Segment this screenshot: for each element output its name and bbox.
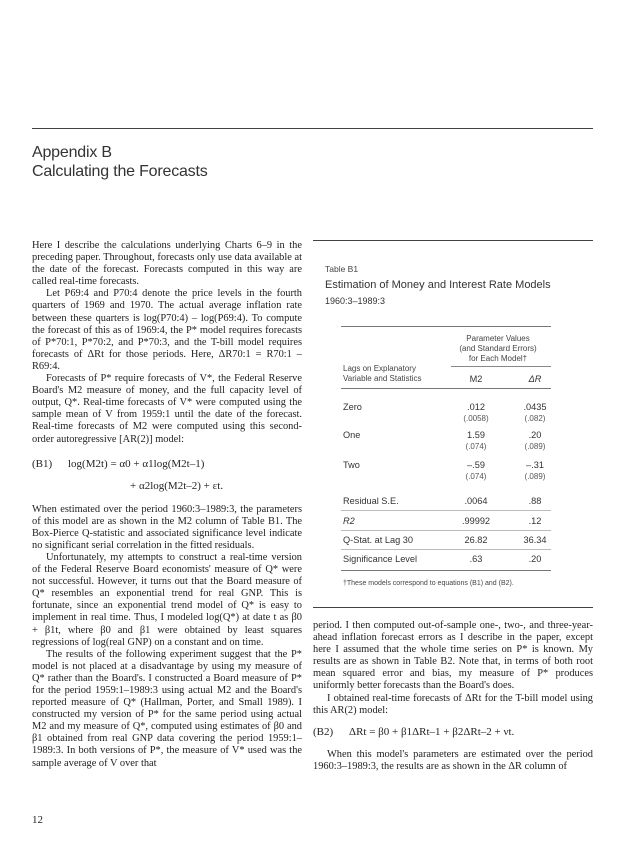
table-cell: (.089) xyxy=(524,442,546,451)
header-group: Parameter Values xyxy=(466,334,530,343)
stat-row-rule xyxy=(341,530,551,531)
right-column xyxy=(313,620,593,773)
column-header-rule xyxy=(341,388,551,389)
appendix-heading xyxy=(32,143,208,181)
table-cell: .012 xyxy=(467,402,485,412)
table-cell: .12 xyxy=(528,516,542,526)
paragraph: period. I then computed out-of-sample one-, two-, and three-year-ahead inflation forecast errors as I describe in the paper, except here I assumed that the whole time series on P* is known. My results are as shown in Table B2. Note that, in terms of both root mean squared error and bias, my measure of P* produces uniformly better forecasts than the Board's does. xyxy=(313,620,593,692)
appendix-title: Calculating the Forecasts xyxy=(32,163,208,180)
table-cell: (.089) xyxy=(524,472,546,481)
stat-row-rule xyxy=(341,510,551,511)
table-top-rule xyxy=(313,240,593,241)
stub-header: Variable and Statistics xyxy=(343,374,422,383)
table-label: Table B1 xyxy=(325,264,359,274)
row-label: Two xyxy=(343,460,360,470)
table-cell: 36.34 xyxy=(523,535,547,545)
table-bottom-rule xyxy=(341,570,551,571)
paragraph: The results of the following experiment suggest that the P* model is not placed at a disadvantage by using my measure of Q* rather than the Board's. I constructed a Board measure of P* for the period 1959:1–1989:3 using actual M2 and the Board's reported measure of Q* (Hallman, Porter, and Small 1989). I constructed my version of P* for the same period using actual M2 and my measure of Q*, computed using estimates of β0 and β1 obtained from real GNP data covering the period 1959:1–1989:3. In both versions of P*, the measure of V* used was the sample average of V over that xyxy=(32,648,302,769)
table-cell: –.59 xyxy=(467,460,485,470)
table-subtitle: 1960:3–1989:3 xyxy=(325,296,386,306)
table-cell: (.0058) xyxy=(463,414,489,423)
table-b1 xyxy=(313,240,593,610)
equation-line: ΔRt = β0 + β1ΔRt–1 + β2ΔRt–2 + νt. xyxy=(349,725,515,738)
table-cell: .20 xyxy=(528,430,542,440)
stat-label: Residual S.E. xyxy=(343,496,399,506)
paragraph: When estimated over the period 1960:3–1989:3, the parameters of this model are as shown in the M2 column of Table B1. The Box-Pierce Q-statistic and associated significance level indicate no significant serial correlation in the fitted residuals. xyxy=(32,503,302,551)
equation-b2 xyxy=(313,725,593,741)
header-group: (and Standard Errors) xyxy=(459,344,537,353)
paragraph: Let P69:4 and P70:4 denote the price levels in the fourth quarters of 1969 and 1970. The actual average inflation rate between these quarters is log(P70:4) – log(P69:4). To compute the forecast of this as of 1969:4, the P* model requires forecasts of P*70:1, P*70:2, and P*70:3, and the T-bill model requires forecasts of ΔRt for those periods. Here, ΔR70:1 = R70:1 – R69:4. xyxy=(32,288,302,372)
column-header-m2: M2 xyxy=(469,374,483,384)
stat-label: Q-Stat. at Lag 30 xyxy=(343,535,413,545)
table-cell: –.31 xyxy=(526,460,544,470)
left-column xyxy=(32,240,302,770)
table-cell: 26.82 xyxy=(464,535,488,545)
header-group-rule xyxy=(451,366,551,367)
table-cell: (.082) xyxy=(524,414,546,423)
table-cell: 1.59 xyxy=(467,430,485,440)
table-cell: (.074) xyxy=(465,442,487,451)
header-group: for Each Model† xyxy=(468,354,528,363)
table-cell: .20 xyxy=(528,554,542,564)
table-footnote: †These models correspond to equations (B1) and (B2). xyxy=(343,580,514,587)
equation-label: (B1) xyxy=(32,457,53,470)
row-label: One xyxy=(343,430,361,440)
table-title: Estimation of Money and Interest Rate Models xyxy=(325,279,551,291)
table-cell: .0435 xyxy=(523,402,547,412)
paragraph: Forecasts of P* require forecasts of V*, the Federal Reserve Board's M2 measure of money, and the full capacity level of output, Q*. Real-time forecasts of V* were computed using the sample mean of V from 1959:1 until the date of the forecast. Real-time forecasts of M2 were computed using this second-order autoregressive [AR(2)] model: xyxy=(32,373,302,445)
stub-header: Lags on Explanatory xyxy=(343,364,416,373)
paragraph: I obtained real-time forecasts of ΔRt for the T-bill model using this AR(2) model: xyxy=(313,692,593,716)
page-number: 12 xyxy=(32,814,43,826)
paragraph: Here I describe the calculations underlying Charts 6–9 in the preceding paper. Throughout, forecasts only use data available at the date of the forecast. Forecasts computed in this way are called real-time forecasts. xyxy=(32,240,302,288)
row-label: Zero xyxy=(343,402,362,412)
table-cell: (.074) xyxy=(465,472,487,481)
equation-line: log(M2t) = α0 + α1log(M2t–1) xyxy=(68,457,205,470)
column-header-dr: ΔR xyxy=(528,374,542,384)
header-rule xyxy=(341,326,551,327)
stat-label: R2 xyxy=(343,516,355,526)
stat-label: Significance Level xyxy=(343,554,418,564)
equation-line: + α2log(M2t–2) + εt. xyxy=(130,479,224,492)
paragraph: Unfortunately, my attempts to construct a real-time version of the Federal Reserve Board economists' measure of Q* were not successful. However, it turns out that the Board measure of Q* resembles an exponential trend for real GNP. This is fortunate, since an exponential trend model of Q* is easy to implement in real time. Thus, I modeled log(Q*) at date t as β0 + β1t, where β0 and β1 were obtained by least squares regressions of log(real GNP) on a constant and on time. xyxy=(32,551,302,648)
paragraph: When this model's parameters are estimated over the period 1960:3–1989:3, the results are as shown in the ΔR column of xyxy=(313,748,593,772)
equation-b1 xyxy=(32,456,302,496)
table-end-rule xyxy=(313,607,593,608)
table-cell: .99992 xyxy=(461,516,491,526)
table-cell: .88 xyxy=(528,496,542,506)
stat-row-rule xyxy=(341,549,551,550)
table-cell: .63 xyxy=(469,554,483,564)
top-rule xyxy=(32,128,593,129)
table-cell: .0064 xyxy=(464,496,488,506)
appendix-label: Appendix B xyxy=(32,144,112,161)
equation-label: (B2) xyxy=(313,725,334,738)
